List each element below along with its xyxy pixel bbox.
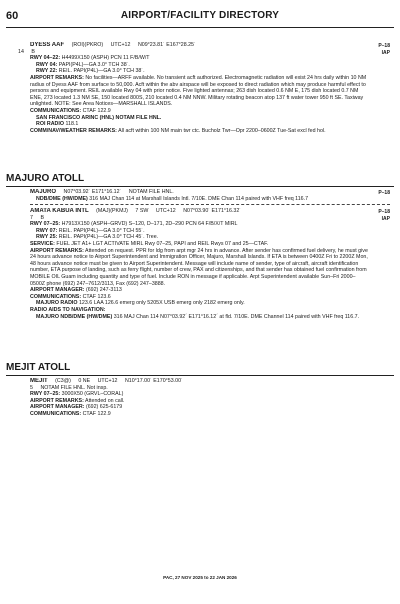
airport-name: MEJIT xyxy=(30,378,48,384)
utc-offset: UTC+12 xyxy=(110,42,131,48)
page-footer: PAC, 27 NOV 2025 to 22 JAN 2026 xyxy=(163,575,237,580)
notam-file: NOTAM FILE HNL. Not insp. xyxy=(40,384,108,391)
airport-remarks: No facilities—ARFF available. No transient acft authorized. Electromagnetic radiation will exist 24 hrs daily within 10 NM radius of Dyess AAF from surface to 50,000. Acft within the abv airspace will be exposed to direct radiation which may produce harmful effect to persons and equipment. REIL available Rwy 04 with prior notice. Five lighted antennas; 263 dish located 0.6 NM E, 175 dish located 0.7 NM ENE, 273 located 1.3 NM SE, 150 located 800S, 210 located 0.4 NM NNW. Military rotating beacon atop 137 ft water tower 950 ft SE. Taxiway unlighted. NOTE: See Area Notices—MARSHALL ISLANDS. xyxy=(30,74,367,108)
navaid-name: MAJURO xyxy=(30,189,57,195)
runway-22: REIL. PAPI(P4L)—GA 3.0° TCH 38´. xyxy=(58,68,145,75)
airport-ident: (ROI)(PKRO) xyxy=(71,42,104,48)
runway-07-25: H7913X150 (ASPH–GRVD) S–120, D–171, 2D–290 PCN 64 F/B/X/T MIRL xyxy=(61,221,238,228)
mejit-entry: MEJIT (C3@) 0 NE UTC+12 N10°17.00´ E170°53.00´ 5 NOTAM FILE HNL. Not insp. RWY 07–25: 3000X50 (GRVL–CORAL) AIRPORT REMARKS: Attended on call. AIRPORT MANAGER: (692) 625-6179 COMMUNICATIONS: CTAF 122.9 xyxy=(30,378,183,417)
airport-elev: 5 xyxy=(30,384,33,391)
majuro-radio: 123.6 LAA 126.6 emerg only 5205X USB emerg only 2182 emerg only. xyxy=(78,300,245,307)
communications: CTAF 122.9 xyxy=(82,107,111,114)
amata-entry: AMATA KABUA INTL (MAJ)(PKMJ) 7 SW UTC+12 N07°03.90´ E171°16.32´ 7 B RWY 07–25: H7913X150 (ASPH–GRVD) S–120, D–171, 2D–290 PCN 64 F/B/X/T MIRL RWY 07: REIL. PAPI(P4L)—GA 3.0° TCH 55´. RWY 25: REIL. PAPI(P4L)—GA 3.0° TCH 45´. Tree. SERVICE: FUEL JET A1+ LGT ACTIVATE MIRL Rwy 07–25, PAPI and REIL Rwys 07 and 25—CTAF. AIRPORT REMARKS: Attended on request. PPR for ldg from arpt mgr 24 hrs in advance. After sender has confirmed fuel delivery, he must give 24 hours advance notice to Airport Superintendent and Immigration Officer, Majuro, Marshall Islands. If ETA is between 0400Z Fri to 2200Z Mon, 48 hours advance notice must be given to Airport Superintendent. Message will include name of sender, type of aircraft, aircraft identification number, ETA purpose of landing, such as ferry flight, number of crew, PAX and citizenships, and that sender has obtained fuel confirmation from MOBILE OIL Guam including quantity and type of fuel. Include RON in message if applicable. Arpt Superintendent available Sun–Fri 2000–0500Z phone (692) 247–7612/3113, Fax (692) 247–3888. AIRPORT MANAGER: (692) 247-3113 COMMUNICATIONS: CTAF 123.6 MAJURO RADIO 123.6 LAA 126.6 emerg only 5205X USB emerg only 2182 emerg only. RADIO AIDS TO NAVIGATION: MAJURO NDB/DME (HW/DME) 316 MAJ Chan 114 N07°03.92´ E171°16.12´ at fld. 7/10E. DME Channel 114 paired with VHF freq 116.7. xyxy=(30,208,368,320)
navaid-coords: N07°03.92´ E171°16.12´ xyxy=(63,189,122,195)
utc-offset: UTC+12 xyxy=(155,208,176,214)
header-rule xyxy=(6,27,394,28)
airport-coords: N07°03.90´ E171°16.32´ xyxy=(183,208,242,214)
airport-elev: 7 xyxy=(30,214,33,221)
utc-offset: UTC+12 xyxy=(97,378,118,384)
airport-manager: (692) 247-3113 xyxy=(85,287,122,294)
airport-coords: N10°17.00´ E170°53.00´ xyxy=(124,378,183,384)
fuel-grade: B xyxy=(31,48,35,55)
airport-dist: 0 NE xyxy=(78,378,91,384)
navaids-heading: RADIO AIDS TO NAVIGATION: xyxy=(30,306,106,313)
entry-divider xyxy=(30,204,390,205)
dyess-chart-tags: P–18 IAP xyxy=(378,43,390,56)
region-heading-majuro: MAJURO ATOLL xyxy=(6,173,85,184)
airport-elev: 14 xyxy=(18,48,24,55)
airport-manager: (692) 625-6179 xyxy=(85,404,123,411)
comm-nav-remarks: All acft within 100 NM main twr ctc. Bucholz Twr—Opr 2200–0600Z Tue-Sat excl fed hol. xyxy=(118,127,326,134)
airport-coords: N09°23.81´ E167°28.25´ xyxy=(137,42,196,48)
majuro-ndb-entry: MAJURO N07°03.92´ E171°16.12´ NOTAM FILE HNL. NDB/DME (HW/DME) 316 MAJ Chan 114 at Marshall Islands Intl. 7/10E. DME Chan 114 paired with VHF freq 116.7 xyxy=(30,189,309,202)
airport-remarks: Attended on call. xyxy=(85,397,125,404)
page-number: 60 xyxy=(6,10,19,22)
communications: CTAF 123.6 xyxy=(82,293,111,300)
airport-ident: (C3@) xyxy=(55,378,71,384)
communications: CTAF 122.9 xyxy=(82,410,111,417)
arinc: SAN FRANCISCO ARINC (HNL) NOTAM FILE HNL. xyxy=(36,114,162,121)
navaid-detail: 316 MAJ Chan 114 at Marshall Islands Intl. 7/10E. DME Chan 114 paired with VHF freq 116.7 xyxy=(89,195,309,202)
airport-remarks: Attended on request. PPR for ldg from arpt mgr 24 hrs in advance. After sender has confirmed fuel delivery, he must give 24 hours advance notice to Airport Superintendent and Immigration Officer, Majuro, Marshall Islands. If ETA is between 0400Z Fri to 2200Z Mon, 48 hours advance notice must be given to Airport Superintendent. Message will include name of sender, type of aircraft, aircraft identification number, ETA purpose of landing, such as ferry flight, number of crew, PAX and citizenships, and that sender has obtained fuel confirmation from MOBILE OIL Guam including quantity and type of fuel. Include RON in message if applicable. Arpt Superintendent available Sun–Fri 2000–0500Z phone (692) 247–7612/3113, Fax (692) 247–3888. xyxy=(30,247,368,287)
service: FUEL JET A1+ LGT ACTIVATE MIRL Rwy 07–25, PAPI and REIL Rwys 07 and 25—CTAF. xyxy=(56,240,269,247)
runway-07: REIL. PAPI(P4L)—GA 3.0° TCH 55´. xyxy=(58,227,145,234)
region-heading-mejit: MEJIT ATOLL xyxy=(6,362,71,373)
roi-radio: 118.1 xyxy=(65,121,79,128)
dyess-entry: DYESS AAF (ROI)(PKRO) UTC+12 N09°23.81´ E167°28.25´ 14 B RWY 04–22: H4499X150 (ASPH) PCN 11 F/B/W/T RWY 04: PAPI(P4L)—GA 3.0° TCH 38´. RWY 22: REIL. PAPI(P4L)—GA 3.0° TCH 38´. AIRPORT REMARKS: No facilities—ARFF available. No transient acft authorized. Electromagnetic radiation will exist 24 hrs daily within 10 NM radius of Dyess AAF from surface to 50,000. Acft within the abv airspace will be exposed to direct radiation which may produce harmful effect to persons and equipment. REIL available Rwy 04 with prior notice. Five lighted antennas; 263 dish located 0.6 NM E, 175 dish located 0.7 NM ENE, 273 located 1.3 NM SE, 150 located 800S, 210 located 0.4 NM NNW. Military rotating beacon atop 137 ft water tower 950 ft SE. Taxiway unlighted. NOTE: See Area Notices—MARSHALL ISLANDS. COMMUNICATIONS: CTAF 122.9 SAN FRANCISCO ARINC (HNL) NOTAM FILE HNL. ROI RADIO 118.1 COMM/NAV/WEATHER REMARKS: All acft within 100 NM main twr ctc. Bucholz Twr—Opr 2200–0600Z Tue-Sat excl fed hol. xyxy=(18,42,367,134)
airport-dist: 7 SW xyxy=(135,208,149,214)
airport-ident: (MAJ)(PKMJ) xyxy=(96,208,128,214)
amata-chart-tags: P–18 IAP xyxy=(378,209,390,222)
runway-04-22: H4499X150 (ASPH) PCN 11 F/B/W/T xyxy=(61,55,150,62)
ndb-dme: 316 MAJ Chan 114 N07°03.92´ E171°16.12´ at fld. 7/10E. DME Channel 114 paired with VHF freq 116.7. xyxy=(113,313,360,320)
page-header xyxy=(6,10,394,24)
fuel-grade: B xyxy=(40,214,44,221)
region-rule-majuro xyxy=(6,186,394,187)
majuro-ndb-tag: P–18 xyxy=(378,190,390,196)
runway-07-25: 3000X50 (GRVL–CORAL) xyxy=(61,391,124,398)
runway-04: PAPI(P4L)—GA 3.0° TCH 38´. xyxy=(58,61,130,68)
airport-name: AMATA KABUA INTL xyxy=(30,208,89,214)
runway-25: REIL. PAPI(P4L)—GA 3.0° TCH 45´. Tree. xyxy=(58,234,159,241)
navaid-notam: NOTAM FILE HNL. xyxy=(128,189,174,195)
page-title: AIRPORT/FACILITY DIRECTORY xyxy=(120,10,280,21)
airport-name: DYESS AAF xyxy=(30,42,65,48)
region-rule-mejit xyxy=(6,375,394,376)
